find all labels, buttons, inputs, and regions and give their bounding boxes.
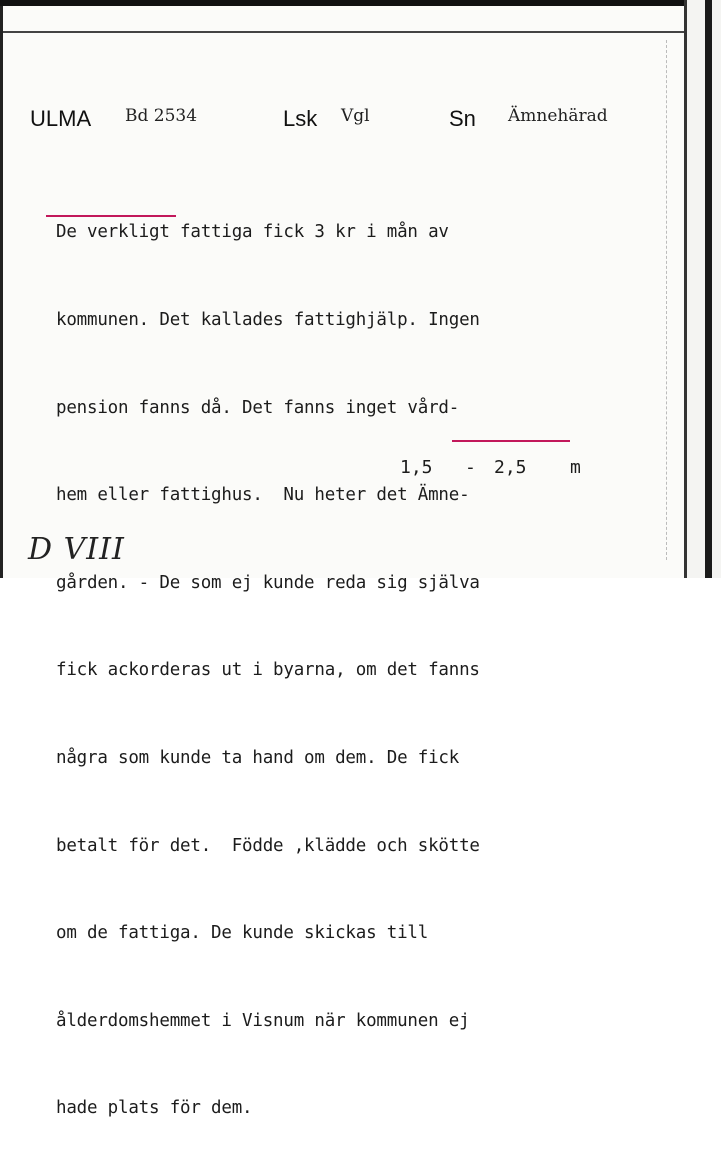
- right-border: [684, 0, 687, 578]
- right-binding-strip: [684, 0, 721, 578]
- measure-to: 2,5: [494, 457, 527, 478]
- sn-label: Sn: [449, 106, 476, 131]
- header-rule: [3, 31, 684, 33]
- bd-number: Bd 2534: [125, 106, 198, 126]
- lsk-label: Lsk: [283, 106, 318, 131]
- body-text: [56, 160, 676, 1156]
- measure-from: 1,5: [400, 457, 433, 478]
- text-line: några som kunde ta hand om dem. De fick: [56, 747, 460, 768]
- handwritten-signature: D VIII: [28, 532, 125, 567]
- text-line: gården. - De som ej kunde reda sig själva: [56, 572, 480, 593]
- underline-kommunen-1: [46, 215, 176, 217]
- text-line: ålderdomshemmet i Visnum när kommunen ej: [56, 1010, 470, 1031]
- text-line: hade plats för dem.: [56, 1098, 253, 1119]
- lsk-value: Vgl: [341, 106, 370, 126]
- measure-unit: m: [570, 457, 581, 478]
- text-line: fick ackorderas ut i byarna, om det fanns: [56, 660, 480, 681]
- measure-dash: -: [465, 457, 476, 478]
- text-line: kommunen. Det kallades fattighjälp. Ingen: [56, 310, 480, 330]
- text-line: De verkligt fattiga fick 3 kr i mån av: [56, 222, 449, 243]
- right-edge: [705, 0, 712, 578]
- text-line: pension fanns då. Det fanns inget vård-: [56, 397, 460, 418]
- collection-code: ULMA: [30, 106, 92, 131]
- left-border: [0, 6, 3, 578]
- underline-kommunen-2: [452, 440, 570, 442]
- top-border: [0, 0, 721, 6]
- text-line: betalt för det. Födde ,klädde och skötte: [56, 835, 480, 856]
- text-line: om de fattiga. De kunde skickas till: [56, 923, 429, 944]
- text-line: hem eller fattighus. Nu heter det Ämne-: [56, 485, 470, 506]
- sn-value: Ämnehärad: [508, 106, 608, 126]
